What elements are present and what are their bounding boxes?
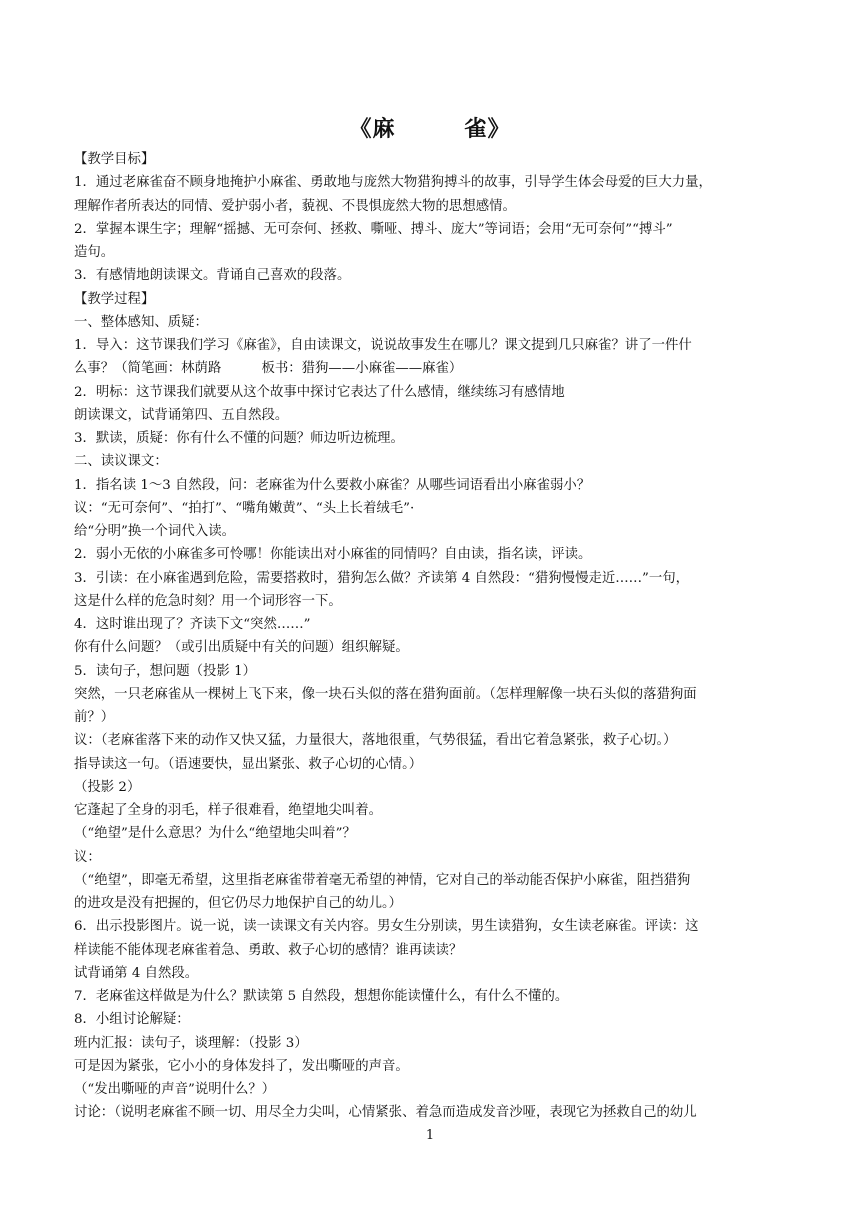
text-line: 它蓬起了全身的羽毛，样子很难看，绝望地尖叫着。 bbox=[74, 803, 382, 818]
text-line: 突然，一只老麻雀从一棵树上飞下来，像一块石头似的落在猎狗面前。（怎样理解像一块石头似的落猎狗面 bbox=[74, 686, 697, 702]
document-title: 《麻 雀》 bbox=[349, 116, 511, 142]
text-line: 试背诵第 4 自然段。 bbox=[74, 965, 199, 981]
text-line: 朗读课文，试背诵第四、五自然段。 bbox=[74, 407, 289, 423]
text-line: （“绝望”是什么意思？为什么“绝望地尖叫着”？ bbox=[74, 826, 356, 842]
text-line: 议：（老麻雀落下来的动作又快又猛，力量很大，落地很重，气势很猛，看出它着急紧张，救子心切。） bbox=[74, 733, 677, 749]
text-line: 二、读议课文： bbox=[74, 454, 168, 470]
text-line: 2．掌握本课生字；理解“摇撼、无可奈何、拯救、嘶哑、搏斗、庞大”等词语；会用“无可奈何”“搏斗” bbox=[74, 221, 673, 237]
text-line: 理解作者所表达的同情、爱护弱小者，藐视、不畏惧庞然大物的思想感情。 bbox=[74, 198, 516, 214]
text-line: 7．老麻雀这样做是为什么？默读第 5 自然段，想想你能读懂什么，有什么不懂的。 bbox=[74, 989, 569, 1004]
text-line: 班内汇报：读句子，谈理解：（投影 3） bbox=[74, 1035, 308, 1051]
text-line: 么事？（简笔画：林荫路 板书：猎狗——小麻雀——麻雀） bbox=[74, 361, 463, 377]
text-line: 样读能不能体现老麻雀着急、勇敢、救子心切的感情？谁再读读？ bbox=[74, 942, 463, 958]
text-line: 前？） bbox=[74, 710, 115, 725]
text-line: 【教学过程】 bbox=[74, 291, 155, 307]
text-line: 一、整体感知、质疑： bbox=[74, 314, 208, 330]
text-line: 3．有感情地朗读课文。背诵自己喜欢的段落。 bbox=[74, 268, 351, 284]
document-body bbox=[74, 148, 786, 1125]
text-line: 【教学目标】 bbox=[74, 152, 155, 167]
text-line: 议： bbox=[74, 849, 101, 865]
text-line: 5．读句子，想问题（投影 1） bbox=[74, 663, 256, 679]
text-line: 给“分明”换一个词代入读。 bbox=[74, 524, 235, 539]
text-line: 2．明标：这节课我们就要从这个故事中探讨它表达了什么感情，继续练习有感情地 bbox=[74, 384, 565, 400]
text-line: 这是什么样的危急时刻？用一个词形容一下。 bbox=[74, 593, 342, 609]
text-line: （投影 2） bbox=[74, 779, 141, 795]
text-line: 1．导入：这节课我们学习《麻雀》，自由读课文，说说故事发生在哪儿？课文提到几只麻雀？讲了一件什 bbox=[74, 338, 692, 353]
text-line: 议：“无可奈何”、“拍打”、“嘴角嫩黄”、“头上长着绒毛”· bbox=[74, 500, 415, 516]
text-line: 1．通过老麻雀奋不顾身地掩护小麻雀、勇敢地与庞然大物猎狗搏斗的故事，引导学生体会母爱的巨大力量， bbox=[74, 175, 712, 191]
text-line: 指导读这一句。（语速要快，显出紧张、救子心切的心情。） bbox=[74, 756, 423, 772]
text-line: 3．默读，质疑：你有什么不懂的问题？师边听边梳理。 bbox=[74, 431, 404, 446]
text-line: 你有什么问题？（或引出质疑中有关的问题）组织解疑。 bbox=[74, 640, 409, 656]
text-line: 造句。 bbox=[74, 245, 115, 260]
text-line: 1．指名读 1～3 自然段，问：老麻雀为什么要救小麻雀？从哪些词语看出小麻雀弱小？ bbox=[74, 477, 591, 493]
text-line: （“发出嘶哑的声音”说明什么？） bbox=[74, 1082, 276, 1097]
text-line: 2．弱小无依的小麻雀多可怜哪！你能读出对小麻雀的同情吗？自由读，指名读，评读。 bbox=[74, 547, 592, 563]
text-line: 讨论：（说明老麻雀不顾一切、用尽全力尖叫，心情紧张、着急而造成发音沙哑，表现它为拯救自己的幼儿 bbox=[74, 1105, 697, 1121]
text-line: 3．引读：在小麻雀遇到危险，需要搭救时，猎狗怎么做？齐读第 4 自然段：“猎狗慢慢走近……”一句， bbox=[74, 570, 690, 586]
text-line: （“绝望”，即毫无希望，这里指老麻雀带着毫无希望的神情，它对自己的举动能否保护小麻雀，阻挡猎狗 bbox=[74, 872, 691, 888]
text-line: 8．小组讨论解疑： bbox=[74, 1012, 190, 1028]
text-line: 的进攻是没有把握的，但它仍尽力地保护自己的幼儿。） bbox=[74, 896, 403, 911]
text-line: 4．这时谁出现了？齐读下文“突然……” bbox=[74, 617, 311, 632]
text-line: 可是因为紧张，它小小的身体发抖了，发出嘶哑的声音。 bbox=[74, 1058, 409, 1074]
text-line: 6．出示投影图片。说一说，读一读课文有关内容。男女生分别读，男生读猎狗，女生读老麻雀。评读：这 bbox=[74, 919, 699, 935]
page-number: 1 bbox=[425, 1128, 435, 1143]
